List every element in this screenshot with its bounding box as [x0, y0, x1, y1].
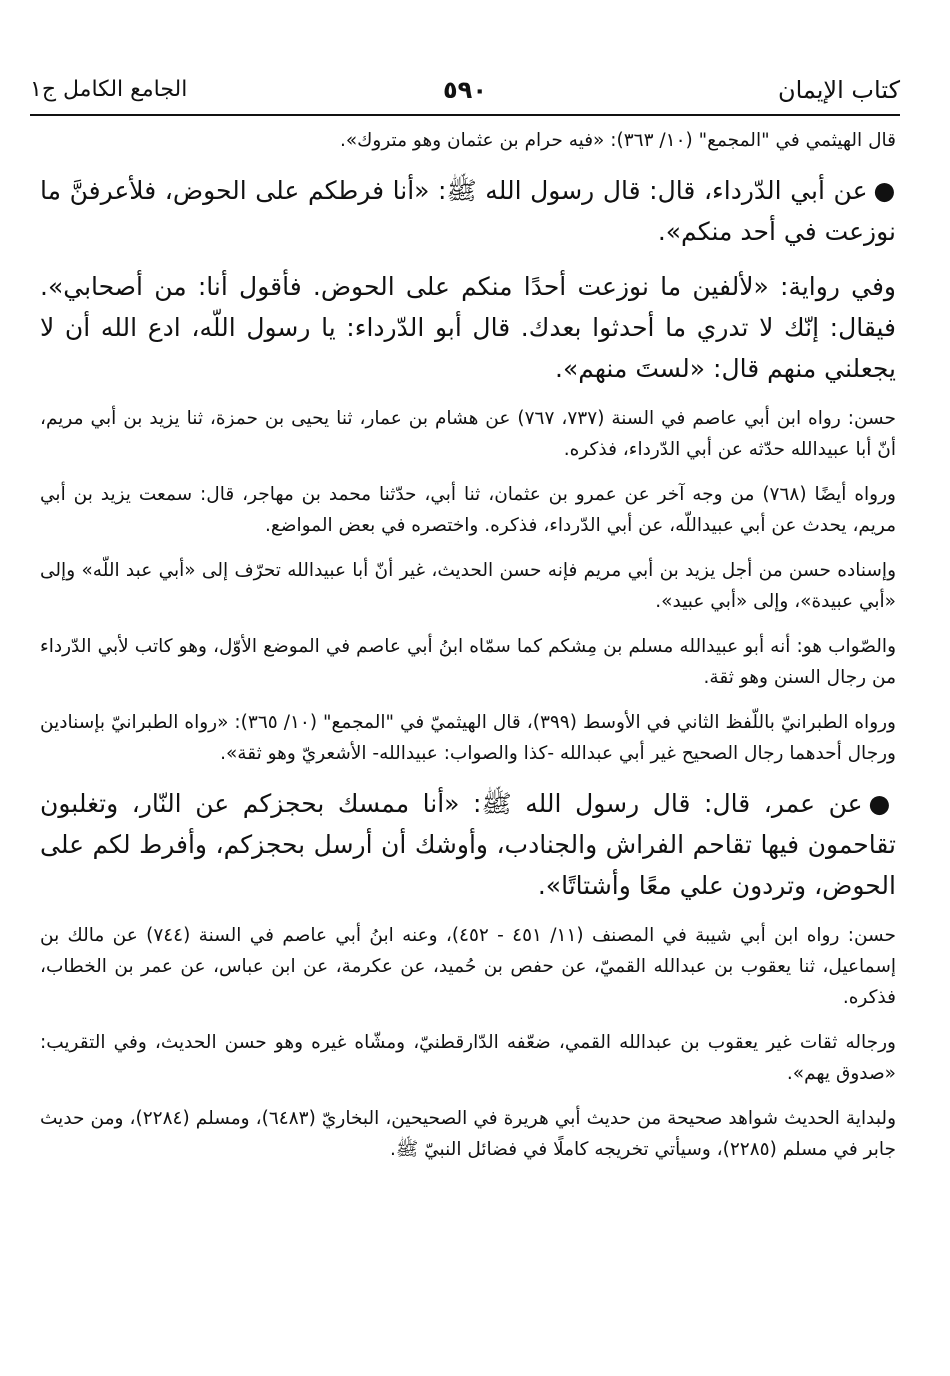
bullet-icon: ●: [873, 176, 896, 205]
paragraph-text: عن عمر، قال: قال رسول الله ﷺ: «أنا ممسك بحجزكم عن النّار، وتغلبون تقاحمون فيها تقاحم الفراش والجنادب، وأوشك أن أرسل بحجزكم، وأفرط لكم على الحوض، وتردون علي معًا وأشتاتًا».: [40, 789, 896, 900]
paragraph-text: ورواه الطبرانيّ باللّفظ الثاني في الأوسط (٣٩٩)، قال الهيثميّ في "المجمع" (١٠/ ٣٦٥): «رواه الطبرانيّ بإسنادين ورجال أحدهما رجال الصحيح غير أبي عبدالله -كذا والصواب: عبيدالله- الأشعريّ وهو ثقة».: [40, 712, 896, 764]
paragraph-text: عن أبي الدّرداء، قال: قال رسول الله ﷺ: «أنا فرطكم على الحوض، فلأعرفنَّ ما نوزعت في أحد منكم».: [40, 176, 896, 246]
paragraph-text: وفي رواية: «لألفين ما نوزعت أحدًا منكم على الحوض. فأقول أنا: من أصحابي». فيقال: إنّك لا تدري ما أحدثوا بعدك. قال أبو الدّرداء: يا رسول اللّه، ادع الله أن لا يجعلني منهم قال: «لستَ منهم».: [40, 272, 896, 383]
commentary-paragraph: [40, 920, 896, 1013]
paragraph-text: ورجاله ثقات غير يعقوب بن عبدالله القمي، ضعّفه الدّارقطنيّ، ومشّاه غيره وهو حسن الحديث، وفي التقريب: «صدوق يهم».: [40, 1032, 896, 1084]
commentary-paragraph: [40, 403, 896, 465]
header-rule: [30, 114, 900, 116]
page-header: [30, 70, 900, 110]
hadith-paragraph: [40, 170, 896, 252]
series-title: الجامع الكامل ج١: [30, 77, 188, 102]
commentary-paragraph: [40, 707, 896, 769]
hadith-paragraph: [40, 783, 896, 906]
commentary-paragraph: [40, 125, 896, 156]
paragraph-text: ورواه أيضًا (٧٦٨) من وجه آخر عن عمرو بن عثمان، ثنا أبي، حدّثنا محمد بن مهاجر، قال: سمعت يزيد بن أبي مريم، يحدث عن أبي عبيداللّه، عن أبي الدّرداء، فذكره. واختصره في بعض المواضع.: [40, 484, 896, 536]
bullet-icon: ●: [868, 789, 896, 818]
paragraph-text: قال الهيثمي في "المجمع" (١٠/ ٣٦٣): «فيه حرام بن عثمان وهو متروك».: [339, 130, 896, 151]
paragraph-text: ولبداية الحديث شواهد صحيحة من حديث أبي هريرة في الصحيحين، البخاريّ (٦٤٨٣)، ومسلم (٢٢٨٤)، ومن حديث جابر في مسلم (٢٢٨٥)، وسيأتي تخريجه كاملًا في فضائل النبيّ ﷺ.: [40, 1108, 896, 1160]
page-number: ٥٩٠: [443, 76, 487, 104]
paragraph-text: حسن: رواه ابن أبي عاصم في السنة (٧٣٧، ٧٦٧) عن هشام بن عمار، ثنا يحيى بن حمزة، ثنا يزيد بن أبي مريم، أنّ أبا عبيدالله حدّثه عن أبي الدّرداء، فذكره.: [40, 408, 896, 460]
commentary-paragraph: [40, 555, 896, 617]
paragraph-text: حسن: رواه ابن أبي شيبة في المصنف (١١/ ٤٥١ - ٤٥٢)، وعنه ابنُ أبي عاصم في السنة (٧٤٤) عن مالك بن إسماعيل، ثنا يعقوب بن عبدالله القميّ، عن حفص بن حُميد، عن عكرمة، عن ابن عباس، عن عمر بن الخطاب، فذكره.: [40, 925, 896, 1008]
paragraph-text: وإسناده حسن من أجل يزيد بن أبي مريم فإنه حسن الحديث، غير أنّ أبا عبيدالله تحرّف إلى «أبي عبد اللّه» وإلى «أبي عبيدة»، وإلى «أبي عبيد».: [40, 560, 896, 612]
commentary-paragraph: [40, 1027, 896, 1089]
page-content: [40, 125, 896, 1179]
paragraph-text: والصّواب هو: أنه أبو عبيدالله مسلم بن مِشكم كما سمّاه ابنُ أبي عاصم في الموضع الأوّل، وهو كاتب لأبي الدّرداء من رجال السنن وهو ثقة.: [40, 636, 896, 688]
commentary-paragraph: [40, 631, 896, 693]
commentary-paragraph: [40, 1103, 896, 1165]
hadith-paragraph: [40, 266, 896, 389]
commentary-paragraph: [40, 479, 896, 541]
book-title: كتاب الإيمان: [777, 76, 900, 104]
